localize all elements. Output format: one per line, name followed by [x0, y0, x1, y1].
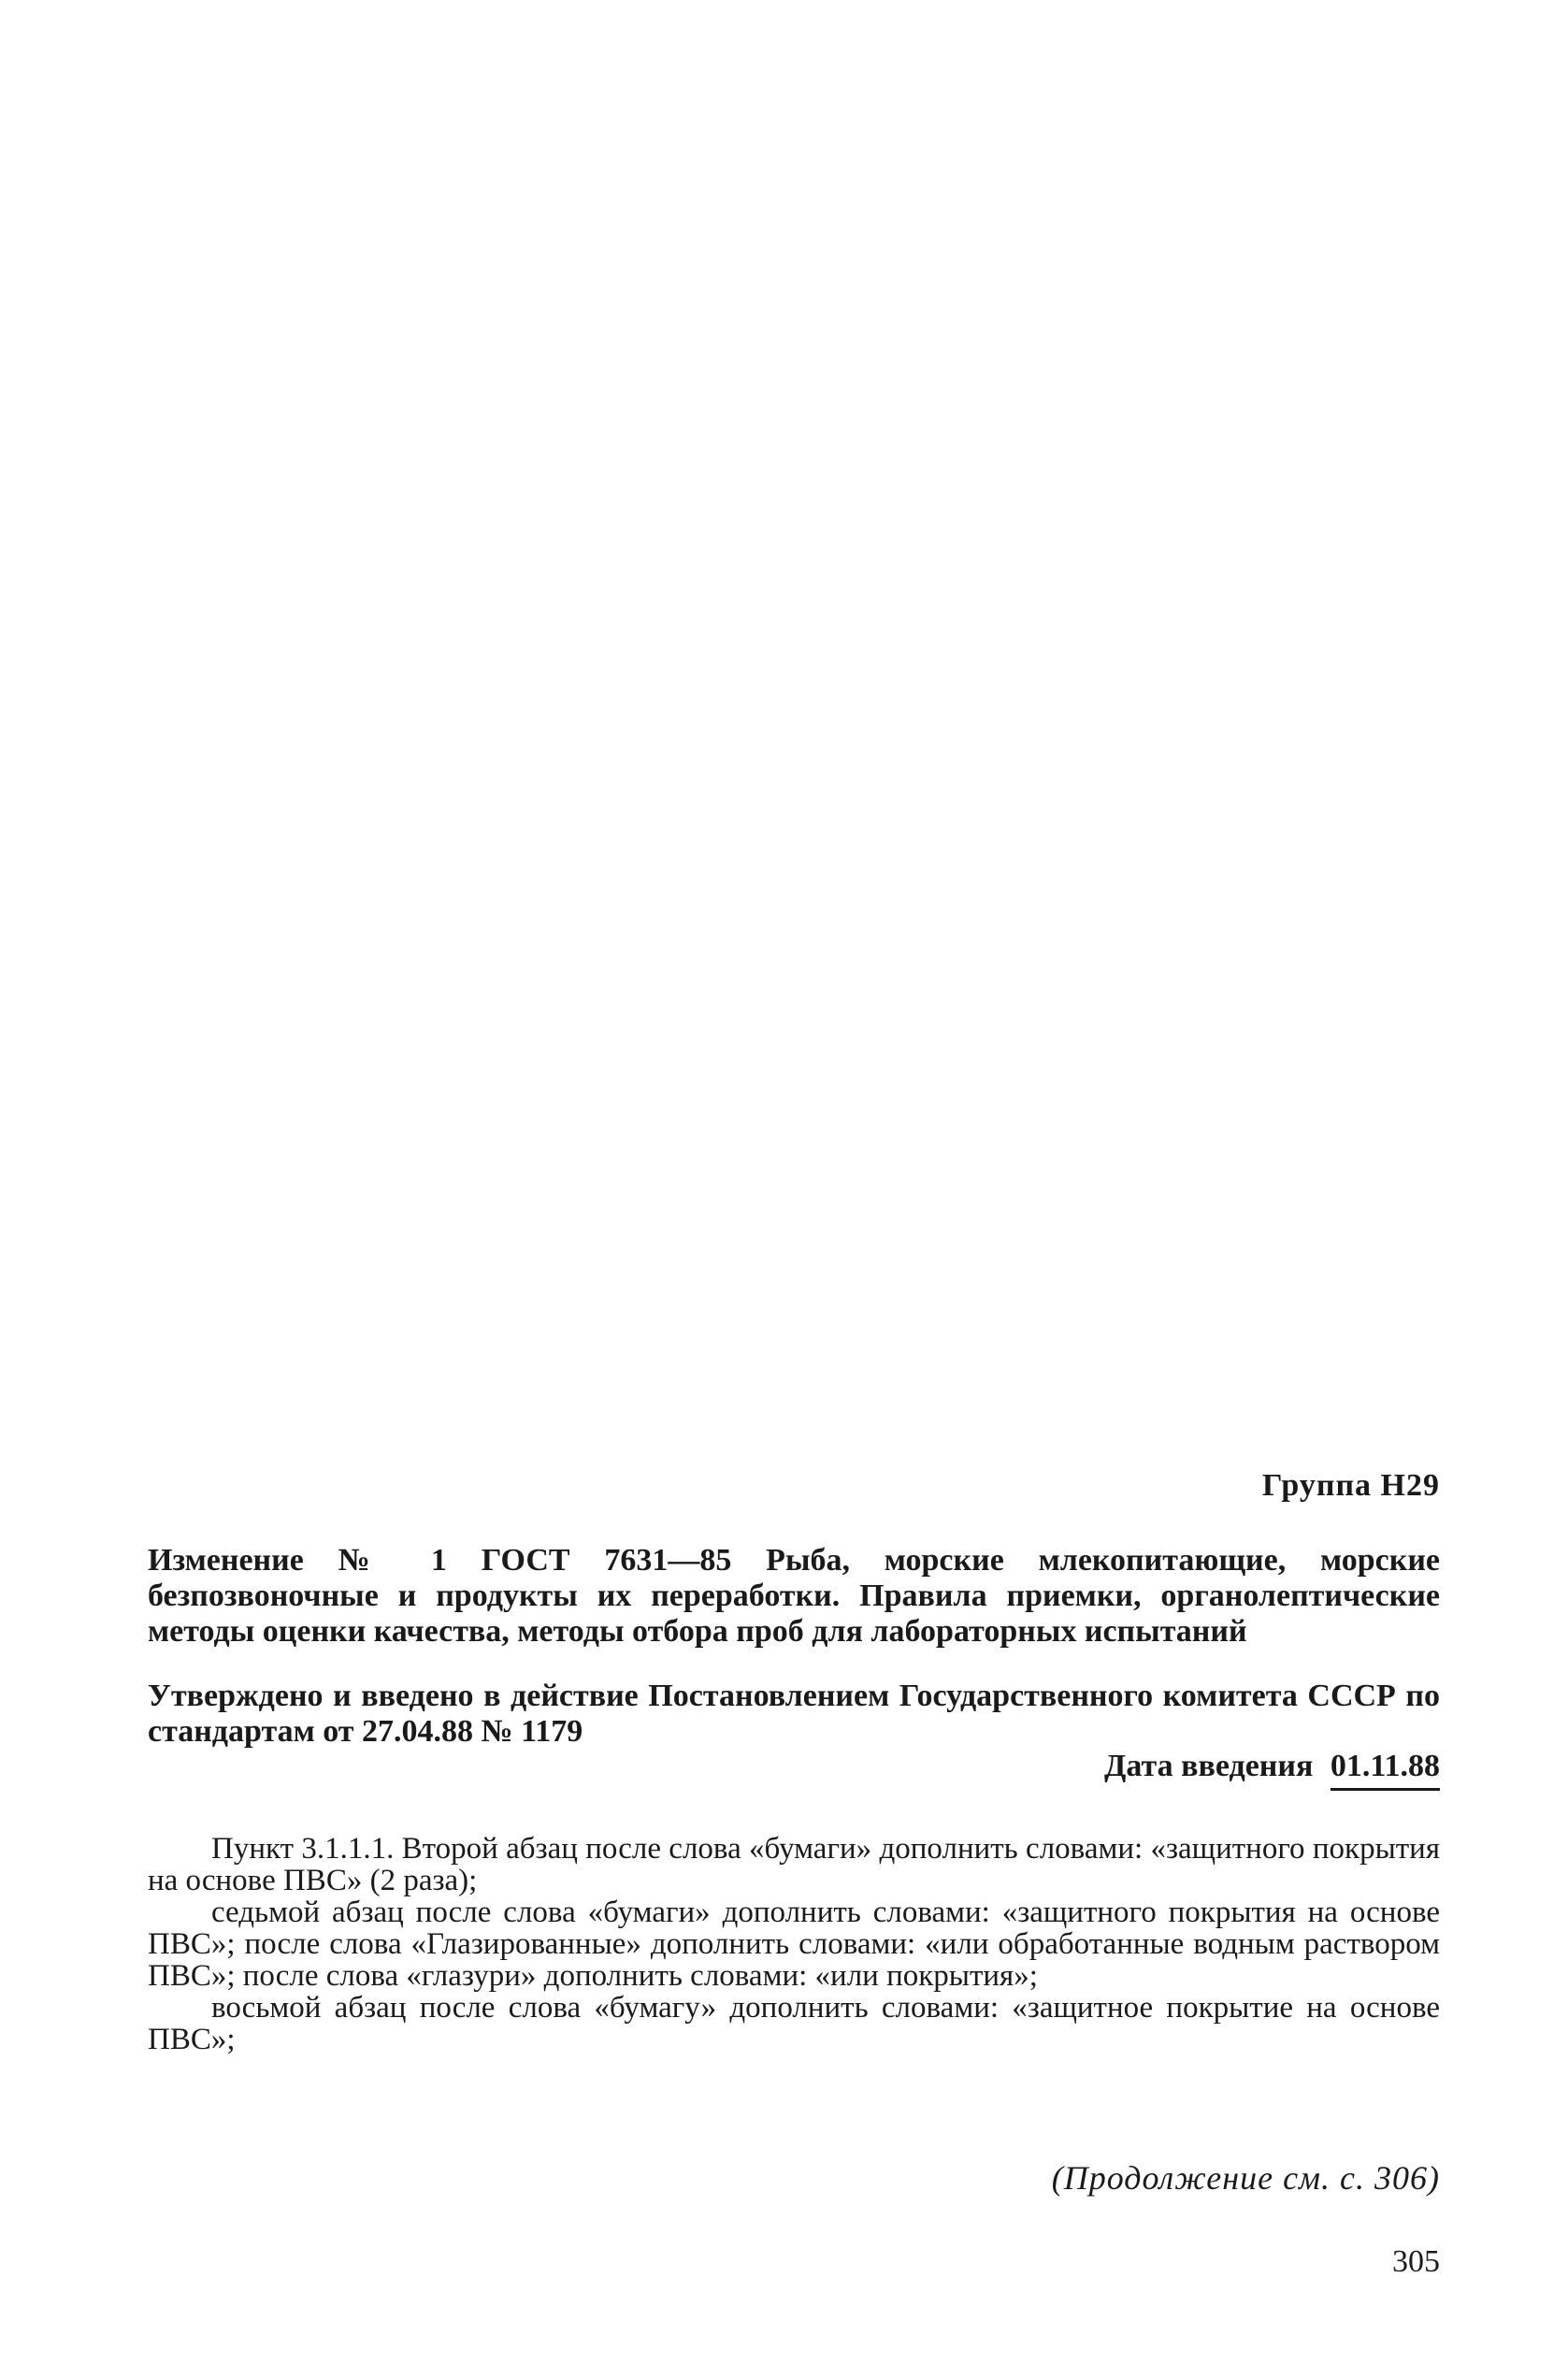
paragraph: Пункт 3.1.1.1. Второй абзац после слова «бумаги» дополнить словами: «защитного покрытия на основе ПВС» (2 раза); — [148, 1832, 1440, 1897]
amendment-title: Изменение № 1 ГОСТ 7631—85 Рыба, морские млекопитающие, морские безпозвоночные и продукты их переработки. Правила приемки, органолептические методы оценки качества, методы отбора проб для лабораторных испытаний — [148, 1543, 1440, 1649]
paragraph: восьмой абзац после слова «бумагу» дополнить словами: «защитное покрытие на основе ПВС»; — [148, 1991, 1440, 2056]
effective-date-value: 01.11.88 — [1331, 1749, 1440, 1791]
page-number: 305 — [1392, 2244, 1440, 2279]
amendment-body — [148, 1833, 1440, 2055]
effective-date-line — [148, 1749, 1440, 1791]
paragraph: седьмой абзац после слова «бумаги» дополнить словами: «защитного покрытия на основе ПВС»; после слова «Глазированные» дополнить словами: «или обработанные водным раствором ПВС»; после слова «глазури» дополнить словами: «или покрытия»; — [148, 1896, 1440, 1993]
approval-statement: Утверждено и введено в действие Постановлением Государственного комитета СССР по стандартам от 27.04.88 № 1179 — [148, 1679, 1440, 1749]
continuation-note: (Продолжение см. с. 306) — [1051, 2159, 1440, 2197]
effective-date-label: Дата введения — [1104, 1749, 1314, 1783]
group-code: Группа Н29 — [1261, 1468, 1440, 1503]
